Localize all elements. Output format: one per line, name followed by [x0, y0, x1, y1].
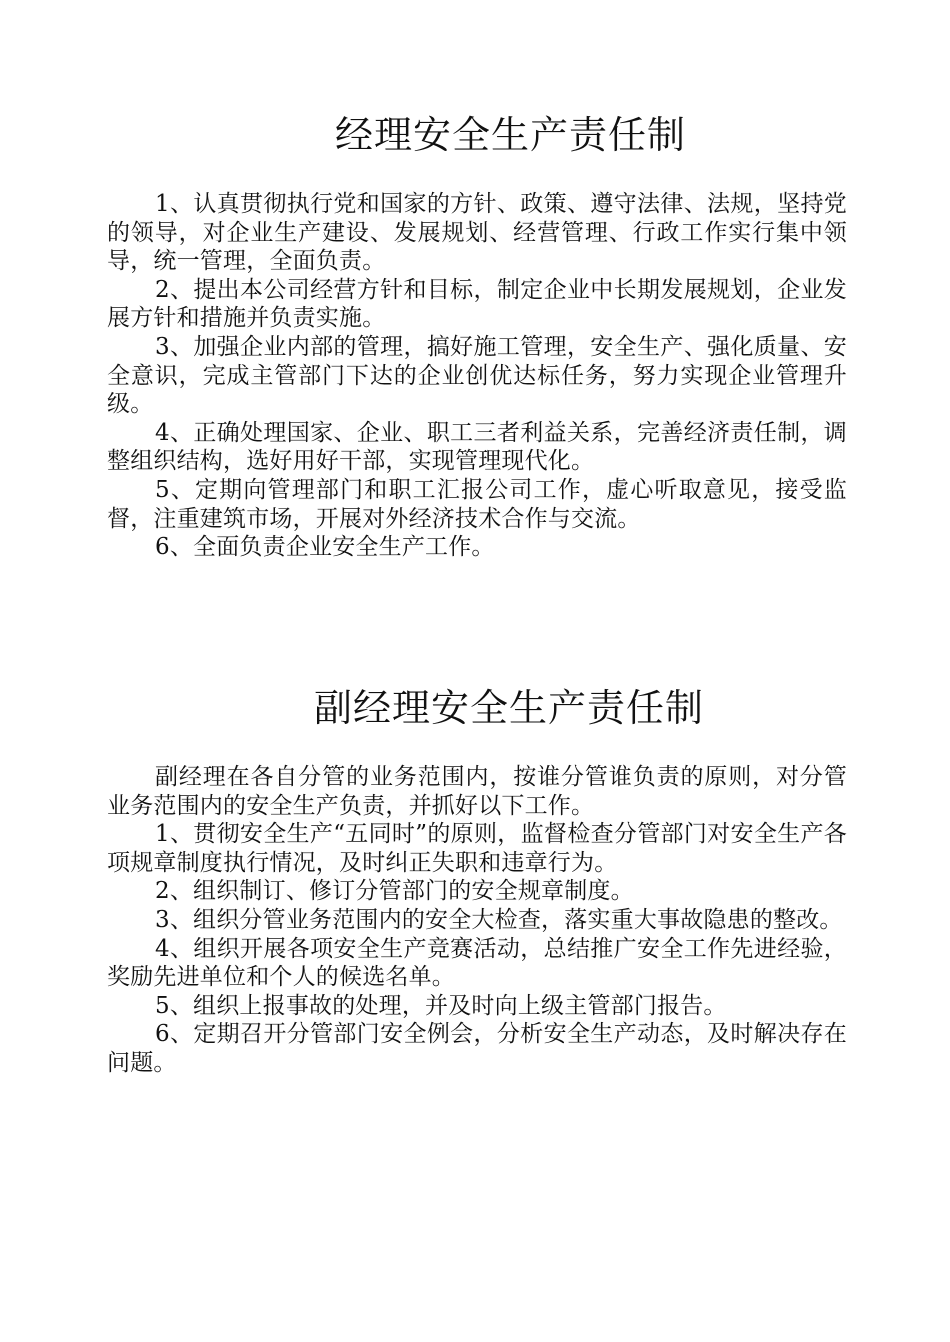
paragraph: 3、组织分管业务范围内的安全大检查，落实重大事故隐患的整改。: [155, 906, 843, 933]
section-title: 经理安全生产责任制: [335, 113, 687, 157]
paragraph: 6、全面负责企业安全生产工作。: [155, 534, 495, 561]
paragraph: 6、定期召开分管部门安全例会，分析安全生产动态，及时解决存在问题。: [107, 1021, 847, 1076]
deputy-manager-responsibility-section: [107, 685, 847, 1078]
section-title: 副经理安全生产责任制: [314, 686, 705, 730]
paragraph: 1、贯彻安全生产“五同时”的原则，监督检查分管部门对安全生产各项规章制度执行情况，及时纠正失职和违章行为。: [107, 821, 847, 876]
paragraph: 2、提出本公司经营方针和目标，制定企业中长期发展规划，企业发展方针和措施并负责实施。: [107, 276, 847, 332]
paragraph: 3、加强企业内部的管理，搞好施工管理，安全生产、强化质量、安全意识，完成主管部门下达的企业创优达标任务，努力实现企业管理升级。: [107, 333, 847, 418]
paragraph: 1、认真贯彻执行党和国家的方针、政策、遵守法律、法规，坚持党的领导，对企业生产建设、发展规划、经营管理、行政工作实行集中领导，统一管理，全面负责。: [107, 191, 847, 275]
section-body: [107, 763, 847, 1078]
paragraph: 4、组织开展各项安全生产竞赛活动，总结推广安全工作先进经验，奖励先进单位和个人的候选名单。: [107, 935, 847, 991]
paragraph: 4、正确处理国家、企业、职工三者利益关系，完善经济责任制，调整组织结构，选好用好干部，实现管理现代化。: [107, 419, 847, 475]
section-body: [107, 190, 847, 562]
manager-responsibility-section: [107, 112, 847, 562]
paragraph: 2、组织制订、修订分管部门的安全规章制度。: [155, 878, 634, 905]
paragraph: 副经理在各自分管的业务范围内，按谁分管谁负责的原则，对分管业务范围内的安全生产负责，并抓好以下工作。: [107, 764, 847, 819]
paragraph: 5、组织上报事故的处理，并及时向上级主管部门报告。: [155, 992, 727, 1019]
paragraph: 5、定期向管理部门和职工汇报公司工作，虚心听取意见，接受监督，注重建筑市场，开展对外经济技术合作与交流。: [107, 476, 847, 532]
